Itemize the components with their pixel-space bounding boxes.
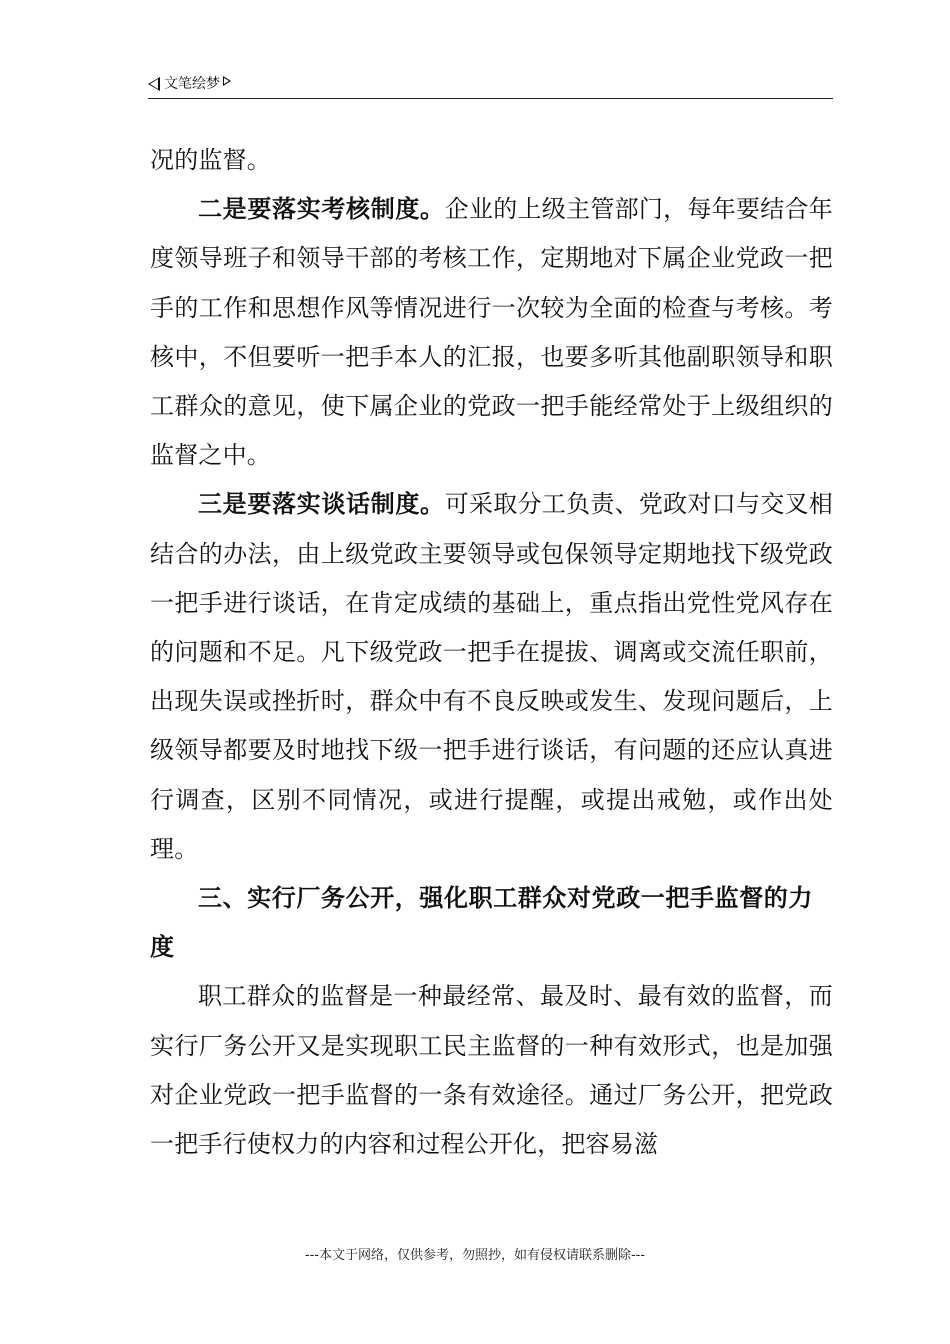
page-header [148,72,833,99]
paragraph-employee-supervision: 职工群众的监督是一种最经常、最及时、最有效的监督，而实行厂务公开又是实现职工民主监督的一种有效形式，也是加强对企业党政一把手监督的一条有效途径。通过厂务公开，把党政一把手行使权力的内容和过程公开化，把容易滋 [150,982,833,1159]
paragraph-text: 企业的上级主管部门，每年要结合年度领导班子和领导干部的考核工作，定期地对下属企业党政一把手的工作和思想作风等情况进行一次较为全面的检查与考核。考核中，不但要听一把手本人的汇报，也要多听其他副职领导和职工群众的意见，使下属企业的党政一把手能经常处于上级组织的监督之中。 [150,195,833,470]
paragraph-talk-system [150,480,833,874]
left-triangle-icon [148,77,160,91]
footer-note: ---本文于网络，仅供参考，勿照抄，如有侵权请联系删除--- [304,1248,646,1263]
section-heading: 三、实行厂务公开，强化职工群众对党政一把手监督的力度 [150,884,813,962]
paragraph-fragment: 况的监督。 [150,146,271,174]
brand-mark [148,72,231,96]
paragraph-text: 可采取分工负责、党政对口与交叉相结合的办法，由上级党政主要领导或包保领导定期地找下级党政一把手进行谈话，在肯定成绩的基础上，重点指出党性党风存在的问题和不足。凡下级党政一把手在提拔、调离或交流任职前，出现失误或挫折时，群众中有不良反映或发生、发现问题后，上级领导都要及时地找下级一把手进行谈话，有问题的还应认真进行调查，区别不同情况，或进行提醒，或提出戒勉，或作出处理。 [150,490,833,863]
brand-text: 文笔绘梦 [164,76,220,92]
paragraph-lead: 三是要落实谈话制度。 [198,490,445,519]
paragraph-lead: 二是要落实考核制度。 [198,195,445,224]
right-triangle-icon [223,76,231,86]
paragraph-assessment-system [150,185,833,480]
document-body [150,136,833,1169]
